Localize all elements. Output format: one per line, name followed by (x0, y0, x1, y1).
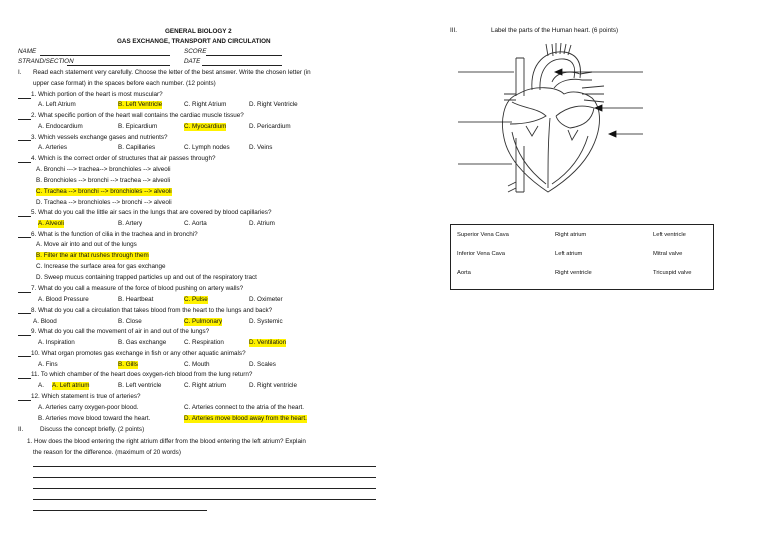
question-1: 1. Which portion of the heart is most muscular? (31, 91, 163, 98)
q1-option-d: D. Right Ventricle (249, 101, 298, 108)
q8-option-d: D. Systemic (249, 318, 283, 325)
word-bank-item: Left ventricle (653, 232, 686, 238)
q6-option-b: B. Filter the air that rushes through them (36, 252, 149, 259)
answer-line[interactable] (33, 477, 376, 478)
q6-option-a: A. Move air into and out of the lungs (36, 241, 137, 248)
q3-option-d: D. Veins (249, 144, 273, 151)
q5-option-c: C. Aorta (184, 220, 207, 227)
answer-blank-8[interactable] (18, 313, 31, 314)
name-field[interactable] (40, 55, 170, 56)
part2-question: 1. How does the blood entering the right atrium differ from the blood entering the left atrium? Explain (27, 438, 306, 445)
part2-numeral: II. (18, 426, 24, 433)
word-bank-item: Right atrium (555, 232, 587, 238)
q2-option-c: C. Myocardium (184, 123, 227, 130)
q1-option-b: B. Left Ventricle (118, 101, 163, 108)
answer-blank-5[interactable] (18, 216, 31, 217)
q6-option-d: D. Sweep mucus containing trapped particles up and out of the respiratory tract (36, 274, 257, 281)
q10-option-a: A. Fins (38, 361, 58, 368)
q11-option-b: B. Left ventricle (118, 382, 162, 389)
q12-option-d: D. Arteries move blood away from the heart. (184, 415, 307, 422)
word-bank-box (450, 224, 714, 290)
date-label: DATE (184, 58, 201, 65)
part1-numeral: I. (18, 69, 22, 76)
date-field[interactable] (202, 65, 282, 66)
q4-option-c: C. Trachea --> bronchi --> bronchioles --> alveoli (36, 188, 172, 195)
answer-line[interactable] (33, 466, 376, 467)
part2-title: Discuss the concept briefly. (2 points) (40, 426, 145, 433)
question-9: 9. What do you call the movement of air in and out of the lungs? (31, 328, 210, 335)
q10-option-d: D. Scales (249, 361, 276, 368)
q10-option-b: B. Gills (118, 361, 138, 368)
q2-option-b: B. Epicardium (118, 123, 158, 130)
question-3: 3. Which vessels exchange gases and nutrients? (31, 134, 168, 141)
question-11: 11. To which chamber of the heart does oxygen-rich blood from the lung return? (31, 371, 253, 378)
question-4: 4. Which is the correct order of structures that air passes through? (31, 155, 216, 162)
answer-blank-7[interactable] (18, 292, 31, 293)
question-10: 10. What organ promotes gas exchange in fish or any other aquatic animals? (31, 350, 246, 357)
q9-option-a: A. Inspiration (38, 339, 75, 346)
question-8: 8. What do you call a circulation that takes blood from the heart to the lungs and back? (31, 307, 273, 314)
heart-diagram (452, 42, 648, 202)
name-label: NAME (18, 48, 37, 55)
q2-option-a: A. Endocardium (38, 123, 83, 130)
part1-instruction-cont: upper case format) in the spaces before each number. (12 points) (33, 80, 216, 87)
q8-option-c: C. Pulmonary (184, 318, 223, 325)
word-bank-item: Tricuspid valve (653, 270, 692, 276)
question-5: 5. What do you call the little air sacs in the lungs that are covered by blood capillaries? (31, 209, 272, 216)
q9-option-b: B. Gas exchange (118, 339, 167, 346)
q12-option-c: C. Arteries connect to the atria of the heart. (184, 404, 305, 411)
answer-blank-6[interactable] (18, 237, 31, 238)
doc-title: GENERAL BIOLOGY 2 (165, 28, 232, 35)
word-bank-item: Aorta (457, 270, 471, 276)
answer-blank-1[interactable] (18, 98, 31, 99)
q3-option-a: A. Arteries (38, 144, 68, 151)
q11-option-a: A. Left atrium (52, 382, 90, 389)
word-bank-item: Left atrium (555, 251, 583, 257)
score-field[interactable] (206, 55, 282, 56)
q3-option-c: C. Lymph nodes (184, 144, 230, 151)
question-7: 7. What do you call a measure of the force of blood pushing on artery walls? (31, 285, 244, 292)
q2-option-d: D. Pericardium (249, 123, 291, 130)
part2-question-cont: the reason for the difference. (maximum of 20 words) (33, 449, 181, 456)
q1-option-c: C. Right Atrium (184, 101, 227, 108)
answer-blank-2[interactable] (18, 119, 31, 120)
q7-option-b: B. Heartbeat (118, 296, 154, 303)
q4-option-d: D. Trachea --> bronchioles --> bronchi --> alveoli (36, 199, 172, 206)
q11-option-d: D. Right ventricle (249, 382, 297, 389)
question-2: 2. What specific portion of the heart wall contains the cardiac muscle tissue? (31, 112, 244, 119)
q5-option-b: B. Artery (118, 220, 143, 227)
q7-option-a: A. Blood Pressure (38, 296, 89, 303)
q12-option-b: B. Arteries move blood toward the heart. (38, 415, 151, 422)
question-12: 12. Which statement is true of arteries? (31, 393, 141, 400)
score-label: SCORE (184, 48, 207, 55)
answer-blank-12[interactable] (18, 400, 31, 401)
q12-option-a: A. Arteries carry oxygen-poor blood. (38, 404, 139, 411)
strand-field[interactable] (67, 65, 170, 66)
q11-option-c: C. Right atrium (184, 382, 226, 389)
answer-blank-9[interactable] (18, 335, 31, 336)
word-bank-item: Superior Vena Cava (457, 232, 509, 238)
q7-option-c: C. Pulse (184, 296, 208, 303)
answer-line[interactable] (33, 510, 207, 511)
answer-blank-4[interactable] (18, 162, 31, 163)
q5-option-d: D. Atrium (249, 220, 275, 227)
answer-blank-3[interactable] (18, 140, 31, 141)
q5-option-a: A. Alveoli (38, 220, 64, 227)
q10-option-c: C. Mouth (184, 361, 210, 368)
q3-option-b: B. Capillaries (118, 144, 156, 151)
q9-option-c: C. Respiration (184, 339, 224, 346)
word-bank-item: Mitral valve (653, 251, 683, 257)
part3-numeral: III. (450, 27, 457, 34)
doc-subtitle: GAS EXCHANGE, TRANSPORT AND CIRCULATION (117, 38, 271, 45)
part3-title: Label the parts of the Human heart. (6 points) (491, 27, 619, 34)
q4-option-a: A. Bronchi ---> trachea--> bronchioles --> alveoli (36, 166, 171, 173)
q8-option-b: B. Close (118, 318, 142, 325)
q9-option-d: D. Ventilation (249, 339, 287, 346)
answer-line[interactable] (33, 499, 376, 500)
q6-option-c: C. Increase the surface area for gas exchange (36, 263, 166, 270)
q8-option-a: A. Blood (33, 318, 57, 325)
strand-label: STRAND/SECTION (18, 58, 74, 65)
answer-blank-10[interactable] (18, 356, 31, 357)
word-bank-item: Right ventricle (555, 270, 592, 276)
q1-option-a: A. Left Atrium (38, 101, 76, 108)
answer-blank-11[interactable] (18, 378, 31, 379)
q4-option-b: B. Bronchioles --> bronchi --> trachea --> alveoli (36, 177, 171, 184)
question-6: 6. What is the function of cilia in the trachea and in bronchi? (31, 231, 198, 238)
q11-option-a-prefix: A. (38, 382, 44, 389)
part1-instruction: Read each statement very carefully. Choose the letter of the best answer. Write the chosen letter (in (33, 69, 311, 76)
answer-line[interactable] (33, 488, 376, 489)
word-bank-item: Inferior Vena Cava (457, 251, 506, 257)
q7-option-d: D. Oximeter (249, 296, 283, 303)
